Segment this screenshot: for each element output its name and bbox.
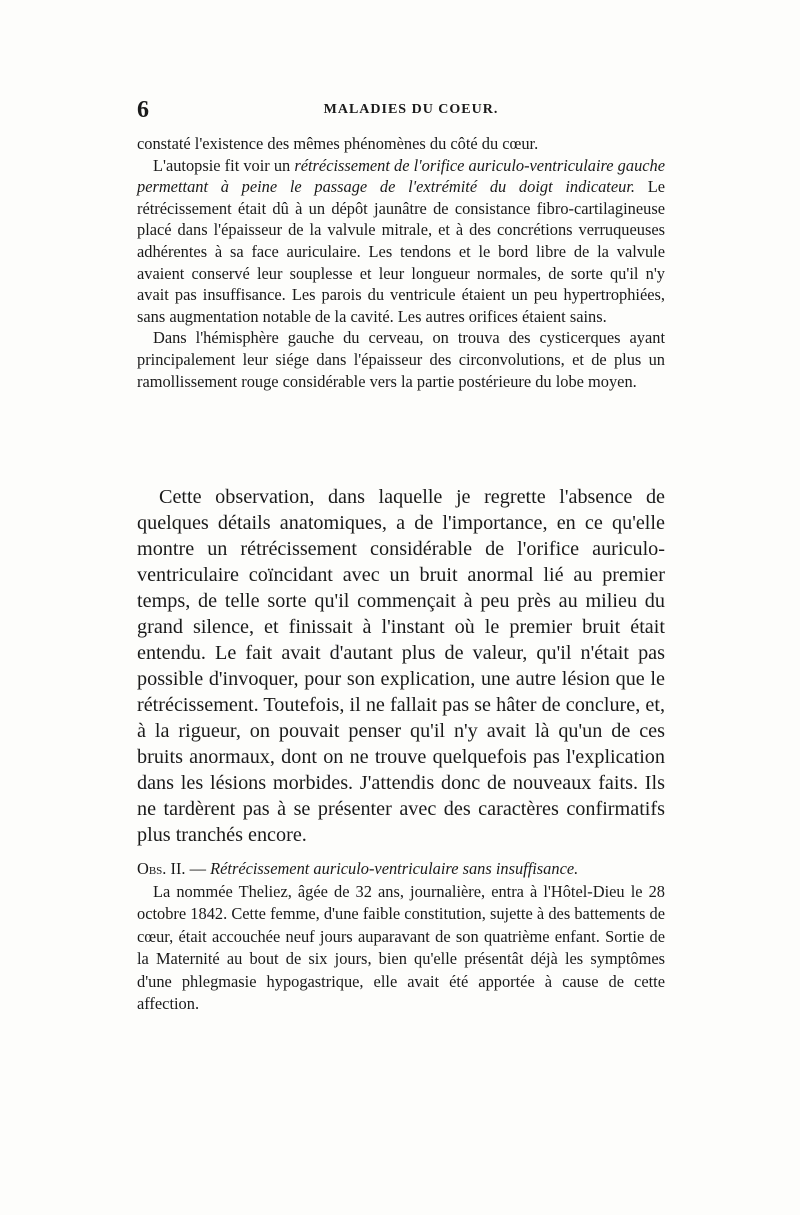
paragraph-commentary: Cette observation, dans laquelle je regrette l'absence de quelques détails anatomiques, a de l'importance, en ce qu'elle montre un rétrécissement considérable de l'orifice auriculo-ventriculaire coïncidant avec un bruit anormal lié au premier temps, de telle sorte qu'il commençait à peu près au milieu du grand silence, et finissait à l'instant où le premier bruit était entendu. Le fait avait d'autant plus de valeur, qu'il n'était pas possible d'invoquer, pour son explication, une autre lésion que le rétrécissement. Toutefois, il ne fallait pas se hâter de conclure, et, à la rigueur, on pouvait penser qu'il n'y avait là qu'un de ces bruits anormaux, dont on ne trouve quelquefois pas l'explication dans les lésions morbides. J'attendis donc de nouveaux faits. Ils ne tardèrent pas à se présenter avec des caractères confirmatifs plus tranchés encore. xyxy=(137,486,665,846)
observation-heading xyxy=(137,858,665,881)
paragraph-observation: La nommée Theliez, âgée de 32 ans, journalière, entra à l'Hôtel-Dieu le 28 octobre 1842. Cette femme, d'une faible constitution, sujette à des battements de cœur, était accouchée neuf jours auparavant de son quatrième enfant. Sortie de la Maternité au bout de six jours, bien qu'elle présentât déjà les symptômes d'une phlegmasie hypogastrique, elle avait été apportée à cause de cette affection. xyxy=(137,881,665,1013)
paragraph-continuation: constaté l'existence des mêmes phénomènes du côté du cœur. xyxy=(137,134,539,153)
observation-block xyxy=(137,858,665,1016)
observation-title: Rétrécissement auriculo-ventriculaire sans insuffisance. xyxy=(210,859,579,878)
paragraph-autopsy xyxy=(137,155,665,328)
paragraph-brain: Dans l'hémisphère gauche du cerveau, on trouva des cysticerques ayant principalement leur siége dans l'épaisseur des circonvolutions, et de plus un ramollissement rouge considérable vers la partie postérieure du lobe moyen. xyxy=(137,328,665,391)
observation-label: Obs. II. xyxy=(137,859,186,878)
page-header xyxy=(137,96,665,124)
running-title: MALADIES DU COEUR. xyxy=(323,102,499,117)
autopsy-rest: Le rétrécissement était dû à un dépôt jaunâtre de consistance fibro-cartilagineuse placé dans l'épaisseur de la valvule mitrale, et à des concrétions verruqueuses adhérentes à sa face auriculaire. Les tendons et le bord libre de la valvule avaient conservé leur souplesse et leur longueur normales, de sorte qu'il n'y avait pas insuffisance. Les parois du ventricule étaient un peu hypertrophiées, sans augmentation notable de la cavité. Les autres orifices étaient sains. xyxy=(137,177,665,326)
autopsy-italic-finding: rétrécissement de l'orifice auriculo-ventriculaire gauche permettant à peine le passage de l'extrémité du doigt indicateur. xyxy=(137,155,666,197)
commentary-block xyxy=(137,484,665,848)
observation-dash: — xyxy=(185,859,211,878)
autopsy-lead: L'autopsie fit voir un xyxy=(153,155,295,175)
page-number: 6 xyxy=(137,97,149,123)
autopsy-text-block xyxy=(137,133,665,392)
